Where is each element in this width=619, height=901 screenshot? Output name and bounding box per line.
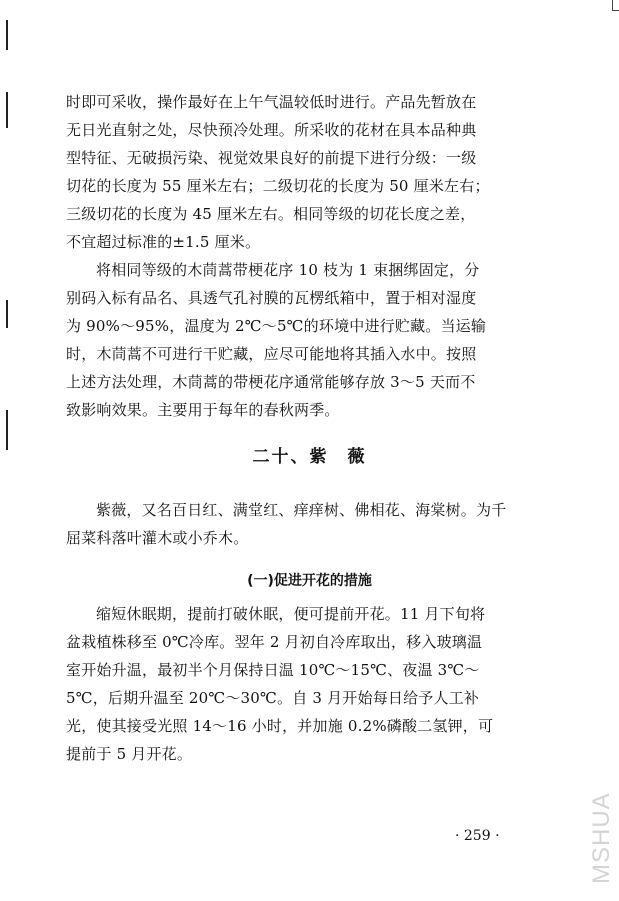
scan-edge-mark bbox=[6, 300, 8, 328]
scan-edge-mark bbox=[6, 92, 8, 128]
text-line: 紫薇，又名百日红、满堂红、痒痒树、佛相花、海棠树。为千 bbox=[96, 501, 507, 519]
text-line: 为 90%～95%，温度为 2℃～5℃的环境中进行贮藏。当运输 bbox=[66, 317, 487, 335]
paragraph-harvest bbox=[66, 88, 550, 256]
text-line: 提前于 5 月开花。 bbox=[66, 745, 193, 763]
text-line: 切花的长度为 55 厘米左右；二级切花的长度为 50 厘米左右； bbox=[66, 177, 490, 195]
page-number: · 259 · bbox=[455, 828, 500, 844]
text-line: 时，木茼蒿不可进行干贮藏，应尽可能地将其插入水中。按照 bbox=[66, 345, 477, 363]
text-line: 别码入标有品名、具透气孔衬膜的瓦楞纸箱中，置于相对湿度 bbox=[66, 289, 477, 307]
text-line: 不宜超过标准的±1.5 厘米。 bbox=[66, 233, 261, 251]
text-line: 盆栽植株移至 0℃冷库。翌年 2 月初自冷库取出，移入玻璃温 bbox=[66, 633, 483, 651]
text-line: 将相同等级的木茼蒿带梗花序 10 枝为 1 束捆绑固定，分 bbox=[96, 261, 480, 279]
text-line: 室开始升温，最初半个月保持日温 10℃～15℃、夜温 3℃～ bbox=[66, 661, 480, 679]
text-line: 致影响效果。主要用于每年的春秋两季。 bbox=[66, 401, 340, 419]
section-title: 二十、紫 薇 bbox=[252, 447, 367, 467]
text-line: 三级切花的长度为 45 厘米左右。相同等级的切花长度之差， bbox=[66, 205, 476, 223]
subsection-title: (一)促进开花的措施 bbox=[247, 573, 372, 589]
text-line: 型特征、无破损污染、视觉效果良好的前提下进行分级：一级 bbox=[66, 149, 477, 167]
scan-corner-mark bbox=[612, 0, 619, 11]
paragraph-flowering bbox=[66, 600, 550, 768]
paragraph-storage bbox=[66, 256, 550, 424]
text-line: 缩短休眠期，提前打破休眠，便可提前开花。11 月下旬将 bbox=[96, 605, 486, 623]
watermark bbox=[580, 786, 616, 886]
text-line: 光，使其接受光照 14～16 小时，并加施 0.2%磷酸二氢钾，可 bbox=[66, 717, 494, 735]
text-line: 屈菜科落叶灌木或小乔木。 bbox=[66, 529, 249, 547]
paragraph-intro bbox=[66, 496, 550, 552]
text-line: 无日光直射之处，尽快预冷处理。所采收的花材在具本品种典 bbox=[66, 121, 477, 139]
text-line: 5℃，后期升温至 20℃～30℃。自 3 月开始每日给予人工补 bbox=[66, 689, 480, 707]
scan-edge-mark bbox=[6, 20, 8, 50]
text-line: 时即可采收，操作最好在上午气温较低时进行。产品先暂放在 bbox=[66, 93, 477, 111]
watermark-text: MSHUA bbox=[588, 792, 615, 884]
text-line: 上述方法处理，木茼蒿的带梗花序通常能够存放 3～5 天而不 bbox=[66, 373, 476, 391]
